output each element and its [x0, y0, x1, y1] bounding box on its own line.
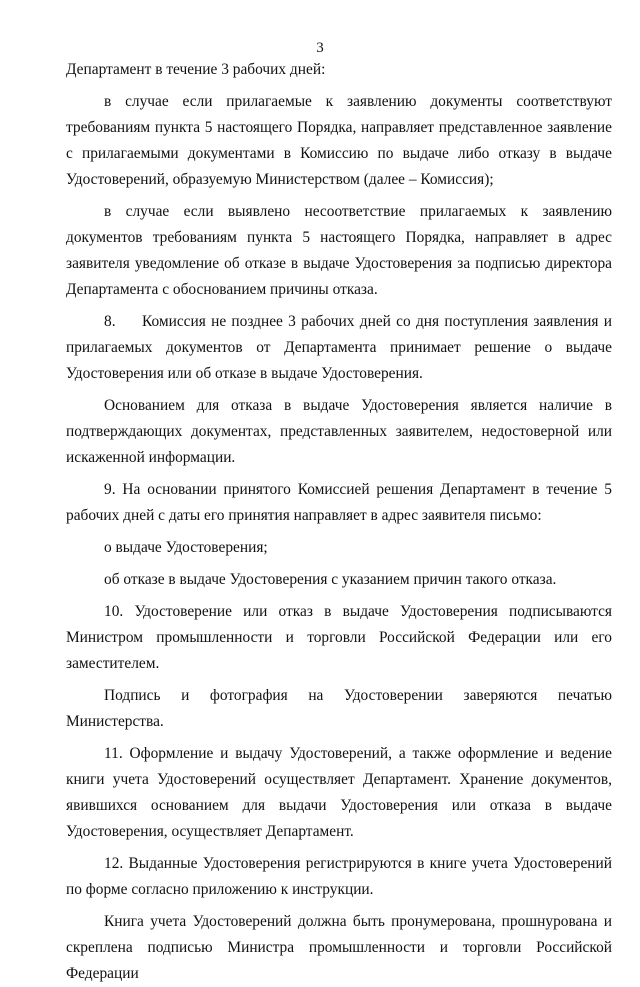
paragraph-registry-book: Книга учета Удостоверений должна быть пронумерована, прошнурована и скреплена подписью Министра промышленности и торговли Российской Федерации	[66, 913, 612, 982]
paragraph-clause-11: 11. Оформление и выдачу Удостоверений, а также оформление и ведение книги учета Удостоверений осуществляет Департамент. Хранение документов, явившихся основанием для выдачи Удостоверения или отказа в выдаче Удостоверения, осуществляет Департамент.	[66, 745, 612, 840]
paragraph-clause-8: 8. Комиссия не позднее 3 рабочих дней со дня поступления заявления и прилагаемых документов от Департамента принимает решение о выдаче Удостоверения или об отказе в выдаче Удостоверения.	[66, 313, 616, 382]
paragraph-refusal-basis: Основанием для отказа в выдаче Удостоверения является наличие в подтверждающих документах, представленных заявителем, недостоверной или искаженной информации.	[66, 397, 612, 466]
paragraph-seal: Подпись и фотография на Удостоверении заверяются печатью Министерства.	[66, 687, 612, 730]
paragraph-clause-9: 9. На основании принятого Комиссией решения Департамент в течение 5 рабочих дней с даты его принятия направляет в адрес заявителя письмо:	[66, 481, 612, 524]
paragraph-clause-10: 10. Удостоверение или отказ в выдаче Удостоверения подписываются Министром промышленности и торговли Российской Федерации или его заместителем.	[66, 603, 612, 672]
paragraph-refusal-letter: об отказе в выдаче Удостоверения с указанием причин такого отказа.	[104, 571, 557, 588]
paragraph-clause-12: 12. Выданные Удостоверения регистрируются в книге учета Удостоверений по форме согласно приложению к инструкции.	[66, 855, 612, 898]
page-number: 3	[316, 40, 324, 56]
document-body	[66, 57, 616, 987]
paragraph-issuance-letter: о выдаче Удостоверения;	[104, 539, 268, 556]
paragraph-intro: Департамент в течение 3 рабочих дней:	[66, 61, 326, 78]
paragraph-compliant-case: в случае если прилагаемые к заявлению документы соответствуют требованиям пункта 5 настоящего Порядка, направляет представленное заявление с прилагаемыми документами в Комиссию по выдаче либо отказу в выдаче Удостоверений, образуемую Министерством (далее – Комиссия);	[66, 93, 612, 188]
paragraph-noncompliant-case: в случае если выявлено несоответствие прилагаемых к заявлению документов требованиям пункта 5 настоящего Порядка, направляет в адрес заявителя уведомление об отказе в выдаче Удостоверения за подписью директора Департамента с обоснованием причины отказа.	[66, 203, 612, 298]
